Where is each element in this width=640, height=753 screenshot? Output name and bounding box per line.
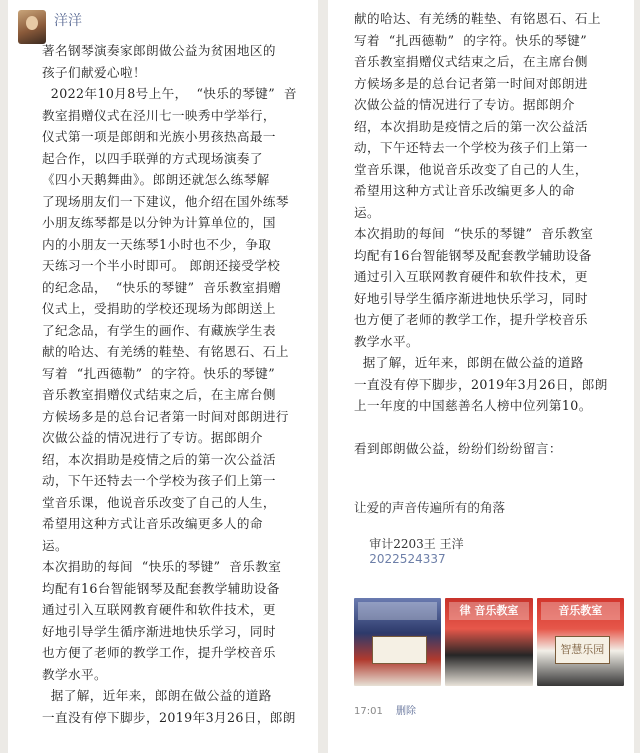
- photo-3[interactable]: [537, 598, 624, 686]
- text-line: 据了解，近年来，郎朗在做公益的道路: [354, 355, 584, 370]
- text-line: 动，下午还特去一个学校为孩子们上第一: [42, 473, 276, 488]
- text-line: [354, 460, 608, 482]
- text-line: 次做公益的情况进行了专访。据郎朗介: [354, 97, 575, 112]
- post-text-right: [354, 8, 608, 481]
- text-line: 献的哈达、有羌绣的鞋垫、有铭恩石、石上: [354, 11, 601, 26]
- photo-banner-3: 音乐教室: [541, 602, 620, 620]
- text-line: 写着 “扎西德勒” 的字符。快乐的琴键”: [354, 32, 588, 48]
- text-line: 天练习一个半小时即可。 郎朗还接受学校: [42, 258, 281, 273]
- photo-banner-2: 律 音乐教室: [449, 602, 528, 620]
- text-line: 小朋友练琴都是以分钟为计算单位的，国: [42, 215, 276, 230]
- text-line: 次做公益的情况进行了专访。据郎朗介: [42, 430, 263, 445]
- text-line: 看到郎朗做公益，纷纷们纷纷留言：: [354, 441, 562, 456]
- text-line: 著名钢琴演奏家郎朗做公益为贫困地区的: [42, 43, 276, 58]
- text-line: 均配有16台智能钢琴及配套教学辅助设备: [354, 247, 592, 263]
- text-line: 运。: [42, 537, 68, 553]
- text-line: 了纪念品，有学生的画作、有藏族学生表: [42, 322, 276, 338]
- text-line: 绍，本次捐助是疫情之后的第一次公益活: [354, 118, 588, 134]
- text-line: 内的小朋友一天练琴1小时也不少，争取: [42, 236, 272, 252]
- text-line: 绍，本次捐助是疫情之后的第一次公益活: [42, 451, 276, 467]
- text-line: 也方便了老师的教学工作，提升学校音乐: [42, 645, 276, 660]
- text-line: 好地引导学生循序渐进地快乐学习，同时: [354, 290, 588, 306]
- text-line: 孩子们献爱心啦！: [42, 64, 146, 80]
- text-line: 了现场朋友们一下建议，他介绍在国外练琴: [42, 193, 289, 209]
- text-line: 方候场多是的总台记者第一时间对郎朗进行: [42, 408, 289, 424]
- text-line: 堂音乐课，他说音乐改变了自己的人生，: [354, 161, 588, 177]
- photo-board-1: [372, 636, 427, 664]
- photo-grid: [354, 598, 624, 686]
- text-line: 本次捐助的每间 “快乐的琴键” 音乐教室: [42, 559, 282, 574]
- photo-board-3: 智慧乐园: [555, 636, 610, 664]
- text-line: 希望用这种方式让音乐改编更多人的命: [42, 516, 263, 531]
- text-line: 音乐教室捐赠仪式结束之后，在主席台侧: [354, 54, 588, 69]
- text-line: 据了解，近年来，郎朗在做公益的道路: [42, 688, 272, 703]
- text-line: 通过引入互联网教育硬件和软件技术，更: [354, 269, 588, 284]
- user-avatar[interactable]: [18, 10, 46, 44]
- text-line: 方候场多是的总台记者第一时间对郎朗进: [354, 75, 588, 91]
- text-line: 教室捐赠仪式在泾川七一映秀中学举行，: [42, 107, 276, 123]
- text-line: 堂音乐课，他说音乐改变了自己的人生，: [42, 494, 276, 510]
- text-line: 运。: [354, 204, 380, 220]
- text-line: 均配有16台智能钢琴及配套教学辅助设备: [42, 580, 280, 596]
- photo-2[interactable]: [445, 598, 532, 686]
- photo-banner-1: [358, 602, 437, 620]
- text-line: 教学水平。: [354, 333, 419, 349]
- text-line: 一直没有停下脚步，2019年3月26日，郎朗: [42, 709, 296, 725]
- text-line: 上一年度的中国慈善名人榜中位列第10。: [354, 398, 592, 413]
- text-line: 《四小天鹅舞曲》。郎朗还就怎么练琴解: [42, 172, 270, 187]
- text-line: 仪式上，受捐助的学校还现场为郎朗送上: [42, 301, 276, 316]
- text-line: [354, 417, 608, 439]
- text-line: 通过引入互联网教育硬件和软件技术，更: [42, 602, 276, 617]
- text-line: 希望用这种方式让音乐改编更多人的命: [354, 183, 575, 198]
- post-meta: [354, 702, 416, 717]
- delete-link[interactable]: 删除: [396, 706, 417, 717]
- photo-1[interactable]: [354, 598, 441, 686]
- text-line: 献的哈达、有羌绣的鞋垫、有铭恩石、石上: [42, 344, 289, 359]
- class-name: 审计2203王 王洋: [369, 537, 464, 551]
- text-line: 一直没有停下脚步，2019年3月26日，郎朗: [354, 376, 608, 392]
- right-screenshot-panel: [328, 0, 634, 753]
- text-line: 本次捐助的每间 “快乐的琴键” 音乐教室: [354, 226, 594, 241]
- text-line: 动，下午还特去一个学校为孩子们上第一: [354, 140, 588, 155]
- text-line: 音乐教室捐赠仪式结束之后，在主席台侧: [42, 387, 276, 402]
- post-time: 17:01: [354, 706, 383, 717]
- text-line: 写着 “扎西德勒” 的字符。快乐的琴键”: [42, 365, 276, 381]
- student-number: 2022524337: [369, 552, 446, 566]
- signature-text: 让爱的声音传遍所有的角落: [354, 500, 506, 515]
- text-line: 2022年10月8号上午， “快乐的琴键” 音: [42, 86, 297, 101]
- student-id-line: [354, 521, 464, 580]
- text-line: 仪式第一项是郎朗和光族小男孩热高最一: [42, 129, 276, 144]
- text-line: 起合作，以四手联弹的方式现场演奏了: [42, 150, 263, 166]
- text-line: 教学水平。: [42, 666, 107, 682]
- text-line: 也方便了老师的教学工作，提升学校音乐: [354, 312, 588, 327]
- text-line: 好地引导学生循序渐进地快乐学习，同时: [42, 623, 276, 639]
- username[interactable]: 洋洋: [54, 13, 82, 29]
- text-line: 的纪念品， “快乐的琴键” 音乐教室捐赠: [42, 279, 282, 295]
- left-screenshot-panel: [8, 0, 318, 753]
- post-text-left: [42, 40, 297, 728]
